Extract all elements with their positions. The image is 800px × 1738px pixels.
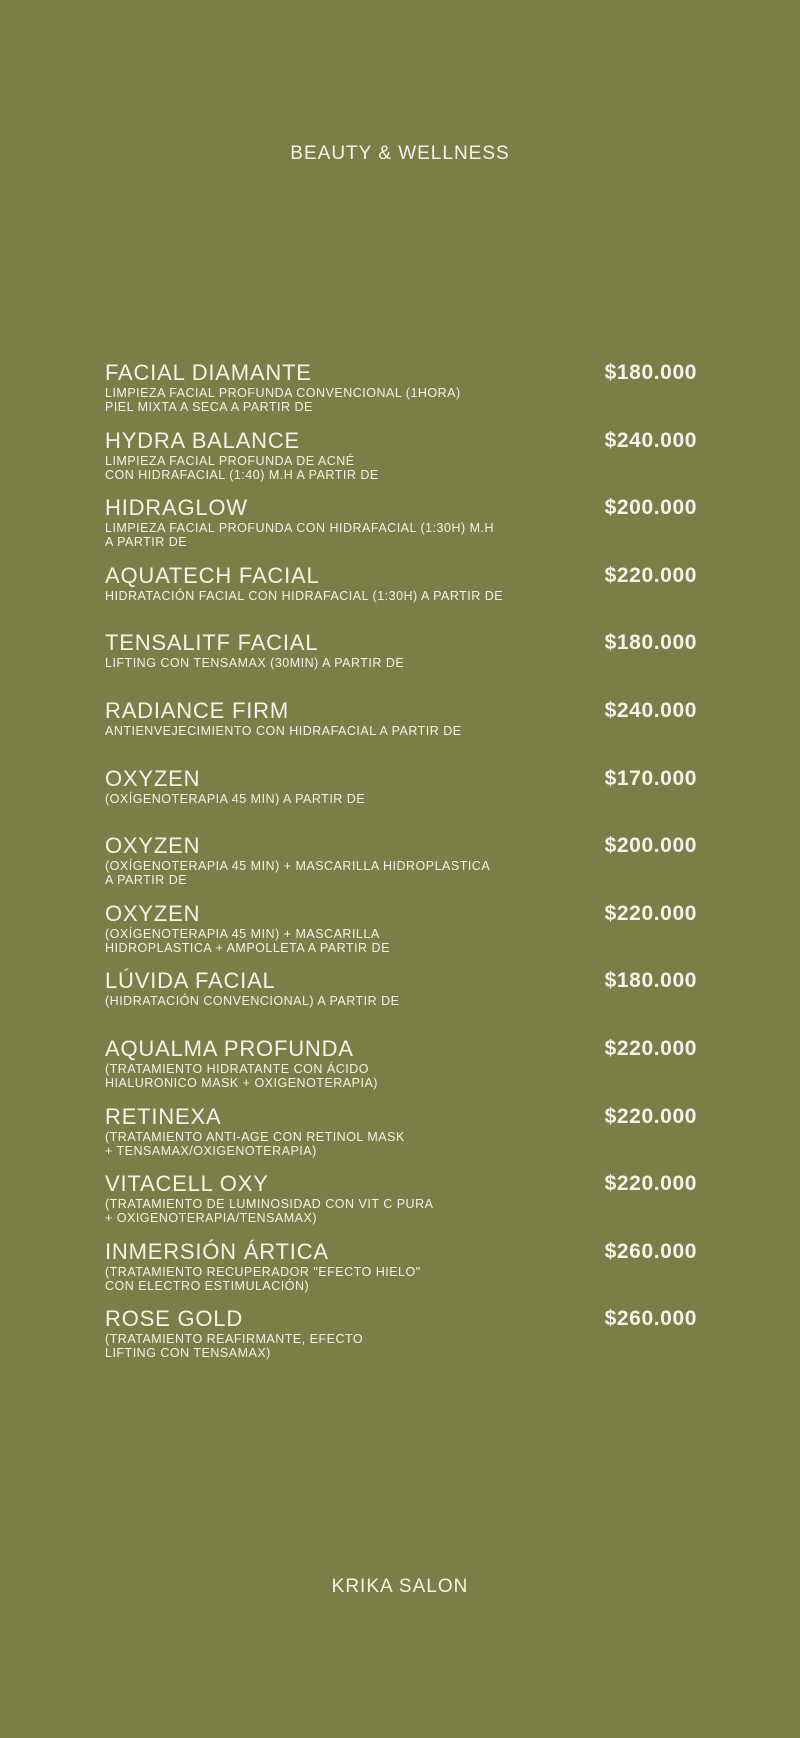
menu-item [105,968,697,1036]
service-name: HYDRA BALANCE [105,427,301,453]
menu-item [105,630,697,698]
service-name: RETINEXA [105,1103,222,1129]
service-name: ROSE GOLD [105,1306,244,1332]
service-price: $220.000 [604,901,697,925]
service-price: $240.000 [604,698,697,722]
service-price: $220.000 [604,1172,697,1196]
service-price: $200.000 [604,834,697,858]
menu-item [105,1306,697,1374]
service-description: ANTIENVEJECIMIENTO CON HIDRAFACIAL A PARTIR DE [105,723,462,738]
service-name: AQUALMA PROFUNDA [105,1035,354,1061]
service-description: LIFTING CON TENSAMAX (30MIN) A PARTIR DE [105,656,405,671]
service-description: (TRATAMIENTO HIDRATANTE CON ÁCIDO HIALURONICO MASK + OXIGENOTERAPIA) [105,1061,378,1090]
service-price: $220.000 [604,563,697,587]
service-description: (OXÍGENOTERAPIA 45 MIN) A PARTIR DE [105,791,366,806]
service-name: FACIAL DIAMANTE [105,360,312,385]
service-price: $220.000 [604,1104,697,1128]
menu-item [105,766,697,834]
service-description: (OXÍGENOTERAPIA 45 MIN) + MASCARILLA HIDROPLASTICA A PARTIR DE [105,859,491,888]
service-name: VITACELL OXY [105,1171,269,1197]
menu-item [105,360,697,428]
service-name: INMERSIÓN ÁRTICA [105,1238,329,1264]
service-price: $220.000 [604,1036,697,1060]
page-title: BEAUTY & WELLNESS [290,143,510,164]
service-price: $200.000 [604,496,697,520]
service-description: (TRATAMIENTO DE LUMINOSIDAD CON VIT C PURA + OXIGENOTERAPIA/TENSAMAX) [105,1197,434,1226]
menu-item [105,698,697,766]
service-price: $260.000 [604,1239,697,1263]
service-description: (OXÍGENOTERAPIA 45 MIN) + MASCARILLA HIDROPLASTICA + AMPOLLETA A PARTIR DE [105,926,390,955]
service-price: $260.000 [604,1307,697,1331]
service-name: RADIANCE FIRM [105,697,289,723]
service-price: $170.000 [604,766,697,790]
service-description: (HIDRATACIÓN CONVENCIONAL) A PARTIR DE [105,994,400,1009]
service-name: OXYZEN [105,765,201,791]
salon-name-footer: KRIKA SALON [331,1576,469,1597]
service-price: $180.000 [604,361,697,384]
service-description: (TRATAMIENTO RECUPERADOR "EFECTO HIELO" CON ELECTRO ESTIMULACIÓN) [105,1264,421,1293]
service-description: HIDRATACIÓN FACIAL CON HIDRAFACIAL (1:30H) A PARTIR DE [105,588,504,603]
menu-item [105,563,697,631]
menu-item [105,495,697,563]
menu-item [105,1239,697,1307]
service-name: LÚVIDA FACIAL [105,968,276,994]
menu-item [105,1104,697,1172]
service-name: TENSALITF FACIAL [105,630,319,656]
service-description: (TRATAMIENTO REAFIRMANTE, EFECTO LIFTING CON TENSAMAX) [105,1332,364,1361]
service-description: LIMPIEZA FACIAL PROFUNDA CONVENCIONAL (1HORA) PIEL MIXTA A SECA A PARTIR DE [105,386,461,414]
service-name: OXYZEN [105,900,201,926]
menu-item [105,901,697,969]
service-description: (TRATAMIENTO ANTI-AGE CON RETINOL MASK + TENSAMAX/OXIGENOTERAPIA) [105,1129,405,1158]
service-price: $180.000 [604,631,697,655]
service-name: AQUATECH FACIAL [105,562,320,588]
menu-item [105,1171,697,1239]
service-price: $240.000 [604,428,697,452]
service-name: OXYZEN [105,833,201,859]
services-menu [105,360,697,1374]
service-description: LIMPIEZA FACIAL PROFUNDA CON HIDRAFACIAL (1:30H) M.H A PARTIR DE [105,521,495,550]
menu-item [105,428,697,496]
service-name: HIDRAGLOW [105,495,248,521]
service-description: LIMPIEZA FACIAL PROFUNDA DE ACNÉ CON HIDRAFACIAL (1:40) M.H A PARTIR DE [105,453,379,482]
menu-item [105,833,697,901]
menu-item [105,1036,697,1104]
service-price: $180.000 [604,969,697,993]
